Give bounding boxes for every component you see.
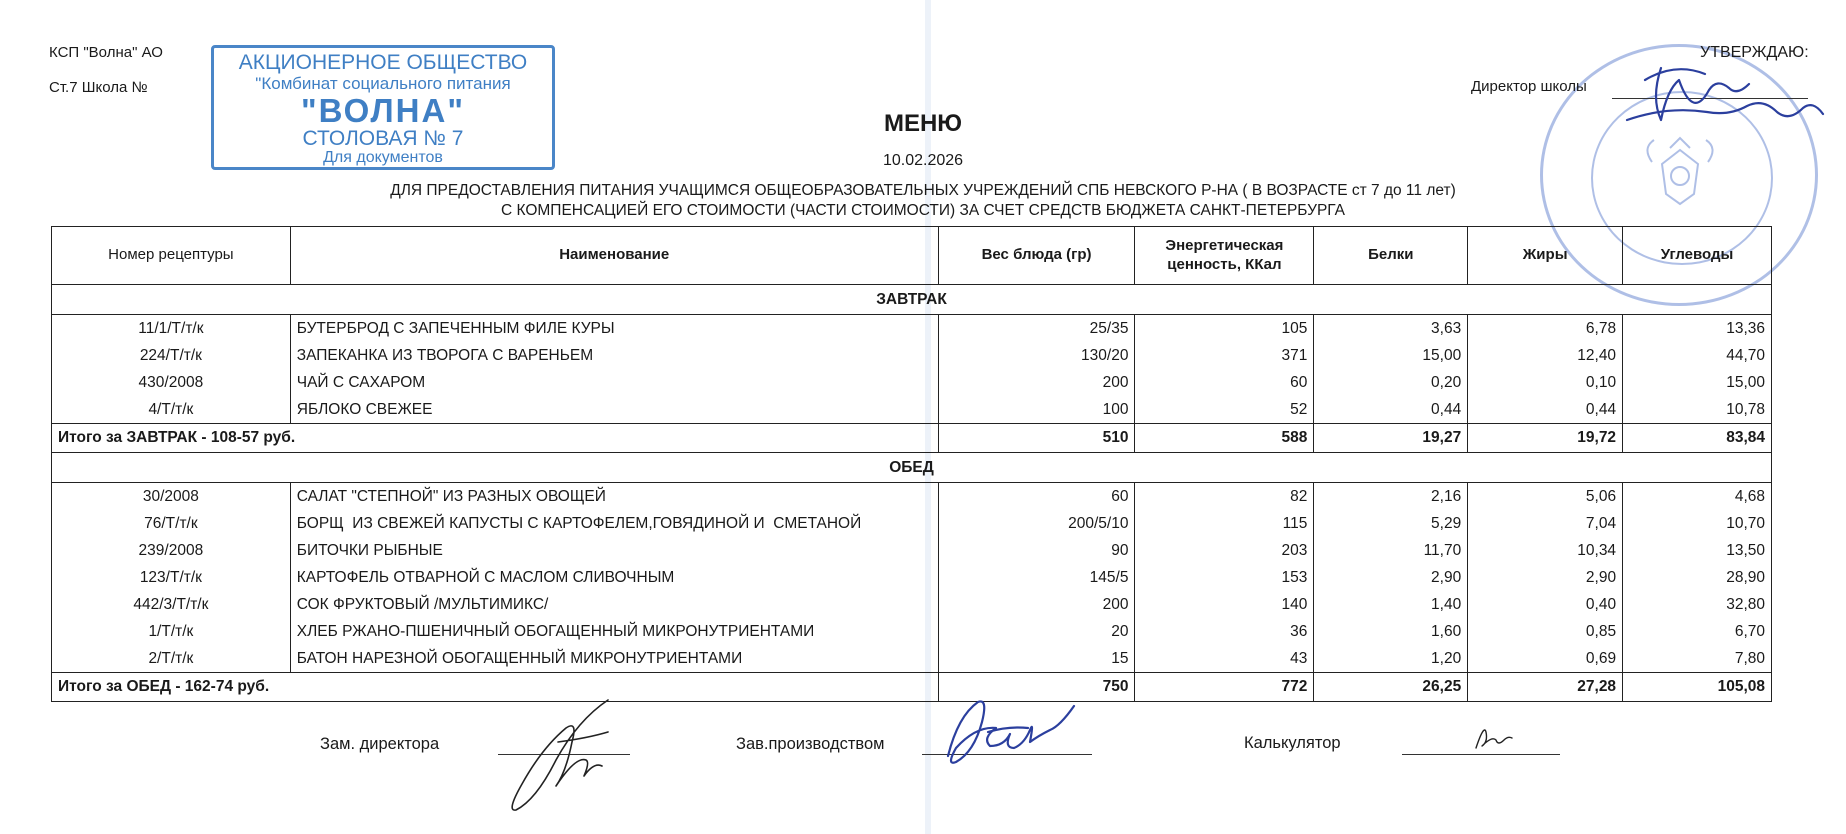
col-fat-header: Жиры [1468,227,1623,285]
dish-weight: 200 [938,369,1135,396]
dish-name: САЛАТ "СТЕПНОЙ" ИЗ РАЗНЫХ ОВОЩЕЙ [290,483,938,511]
dish-fat: 7,04 [1468,510,1623,537]
table-header-row [52,227,1772,285]
org-name: КСП "Волна" АО [49,44,163,61]
dish-protein: 1,40 [1314,591,1468,618]
col-name-header: Наименование [290,227,938,285]
dish-energy: 371 [1135,342,1314,369]
dish-fat: 0,40 [1468,591,1623,618]
dish-protein: 5,29 [1314,510,1468,537]
stamp-line-4: СТОЛОВАЯ № 7 [302,127,464,150]
recipe-code: 4/Т/т/к [52,396,291,424]
table-row [52,342,1772,369]
table-row [52,369,1772,396]
dish-name: БИТОЧКИ РЫБНЫЕ [290,537,938,564]
production-signature [928,692,1098,770]
dish-name: ЗАПЕКАНКА ИЗ ТВОРОГА С ВАРЕНЬЕМ [290,342,938,369]
dish-fat: 0,10 [1468,369,1623,396]
table-row [52,645,1772,673]
dish-protein: 0,44 [1314,396,1468,424]
dish-weight: 200/5/10 [938,510,1135,537]
recipe-code: 76/Т/т/к [52,510,291,537]
recipe-code: 30/2008 [52,483,291,511]
stamp-line-3: "ВОЛНА" [301,92,465,129]
deputy-director-label: Зам. директора [320,735,440,753]
dish-weight: 25/35 [938,315,1135,343]
total-protein: 26,25 [1314,673,1468,702]
menu-table [51,226,1772,702]
dish-fat: 12,40 [1468,342,1623,369]
dish-weight: 90 [938,537,1135,564]
stamp-line-2: "Комбинат социального питания [255,74,511,93]
total-carbs: 83,84 [1623,424,1772,453]
dish-fat: 0,85 [1468,618,1623,645]
dish-energy: 105 [1135,315,1314,343]
dish-energy: 203 [1135,537,1314,564]
dish-protein: 3,63 [1314,315,1468,343]
total-fat: 19,72 [1468,424,1623,453]
lunch-total-row [52,673,1772,702]
dish-carbs: 44,70 [1623,342,1772,369]
dish-name: БУТЕРБРОД С ЗАПЕЧЕННЫМ ФИЛЕ КУРЫ [290,315,938,343]
dish-fat: 5,06 [1468,483,1623,511]
table-row [52,510,1772,537]
col-energy-header: Энергетическая ценность, ККал [1135,227,1314,285]
section-title: ЗАВТРАК [52,285,1772,315]
dish-name: КАРТОФЕЛЬ ОТВАРНОЙ С МАСЛОМ СЛИВОЧНЫМ [290,564,938,591]
recipe-code: 1/Т/т/к [52,618,291,645]
dish-carbs: 15,00 [1623,369,1772,396]
production-head-label: Зав.производством [736,735,885,753]
dish-name: СОК ФРУКТОВЫЙ /МУЛЬТИМИКС/ [290,591,938,618]
dish-carbs: 32,80 [1623,591,1772,618]
director-label: Директор школы [1471,78,1587,95]
dish-protein: 11,70 [1314,537,1468,564]
breakfast-total-row [52,424,1772,453]
total-label: Итого за ЗАВТРАК - 108-57 руб. [52,424,939,453]
dish-carbs: 28,90 [1623,564,1772,591]
dish-weight: 60 [938,483,1135,511]
dish-energy: 60 [1135,369,1314,396]
dish-carbs: 13,50 [1623,537,1772,564]
dish-protein: 15,00 [1314,342,1468,369]
table-row [52,537,1772,564]
col-carbs-header: Углеводы [1623,227,1772,285]
dish-carbs: 10,78 [1623,396,1772,424]
calculator-signature-line [1402,754,1560,755]
dish-weight: 100 [938,396,1135,424]
deputy-signature [488,690,648,820]
calculator-label: Калькулятор [1244,734,1341,752]
dish-carbs: 4,68 [1623,483,1772,511]
total-label: Итого за ОБЕД - 162-74 руб. [52,673,939,702]
dish-weight: 15 [938,645,1135,673]
dish-fat: 0,69 [1468,645,1623,673]
dish-carbs: 6,70 [1623,618,1772,645]
stamp-line-1: АКЦИОНЕРНОЕ ОБЩЕСТВО [238,51,528,74]
menu-date: 10.02.2026 [882,152,964,169]
recipe-code: 430/2008 [52,369,291,396]
total-protein: 19,27 [1314,424,1468,453]
total-carbs: 105,08 [1623,673,1772,702]
total-energy: 588 [1135,424,1314,453]
calculator-signature [1470,722,1516,754]
section-lunch [52,453,1772,483]
table-row [52,618,1772,645]
page-title: МЕНЮ [883,110,963,137]
dish-fat: 6,78 [1468,315,1623,343]
dish-carbs: 7,80 [1623,645,1772,673]
dish-energy: 43 [1135,645,1314,673]
dish-protein: 1,60 [1314,618,1468,645]
recipe-code: 123/Т/т/к [52,564,291,591]
total-weight: 750 [938,673,1135,702]
total-energy: 772 [1135,673,1314,702]
recipe-code: 2/Т/т/к [52,645,291,673]
recipe-code: 239/2008 [52,537,291,564]
dish-weight: 20 [938,618,1135,645]
table-row [52,483,1772,511]
table-row [52,564,1772,591]
dish-fat: 10,34 [1468,537,1623,564]
approve-label: УТВЕРЖДАЮ: [1700,44,1809,61]
col-code-header: Номер рецептуры [52,227,291,285]
table-row [52,315,1772,343]
dish-name: ЯБЛОКО СВЕЖЕЕ [290,396,938,424]
col-weight-header: Вес блюда (гр) [938,227,1135,285]
dish-energy: 153 [1135,564,1314,591]
dish-weight: 200 [938,591,1135,618]
section-breakfast [52,285,1772,315]
dish-name: БОРЩ ИЗ СВЕЖЕЙ КАПУСТЫ С КАРТОФЕЛЕМ,ГОВЯДИНОЙ И СМЕТАНОЙ [290,510,938,537]
dish-energy: 115 [1135,510,1314,537]
table-row [52,591,1772,618]
dish-protein: 1,20 [1314,645,1468,673]
dish-energy: 36 [1135,618,1314,645]
recipe-code: 442/3/Т/т/к [52,591,291,618]
subtitle-line-2: С КОМПЕНСАЦИЕЙ ЕГО СТОИМОСТИ (ЧАСТИ СТОИМОСТИ) ЗА СЧЕТ СРЕДСТВ БЮДЖЕТА САНКТ-ПЕТЕРБУРГА [500,202,1346,219]
dish-weight: 130/20 [938,342,1135,369]
stamp-line-5: Для документов [323,149,443,166]
dish-protein: 2,90 [1314,564,1468,591]
dish-energy: 140 [1135,591,1314,618]
dish-protein: 2,16 [1314,483,1468,511]
section-title: ОБЕД [52,453,1772,483]
school-label: Ст.7 Школа № [49,79,148,96]
dish-weight: 145/5 [938,564,1135,591]
dish-energy: 82 [1135,483,1314,511]
total-weight: 510 [938,424,1135,453]
dish-carbs: 10,70 [1623,510,1772,537]
dish-fat: 0,44 [1468,396,1623,424]
recipe-code: 224/Т/т/к [52,342,291,369]
dish-energy: 52 [1135,396,1314,424]
col-protein-header: Белки [1314,227,1468,285]
dish-fat: 2,90 [1468,564,1623,591]
table-row [52,396,1772,424]
dish-name: ЧАЙ С САХАРОМ [290,369,938,396]
subtitle-line-1: ДЛЯ ПРЕДОСТАВЛЕНИЯ ПИТАНИЯ УЧАЩИМСЯ ОБЩЕОБРАЗОВАТЕЛЬНЫХ УЧРЕЖДЕНИЙ СПБ НЕВСКОГО Р-НА ( В ВОЗРАСТЕ ст 7 до 11 лет) [390,182,1456,199]
dish-name: ХЛЕБ РЖАНО-ПШЕНИЧНЫЙ ОБОГАЩЕННЫЙ МИКРОНУТРИЕНТАМИ [290,618,938,645]
dish-name: БАТОН НАРЕЗНОЙ ОБОГАЩЕННЫЙ МИКРОНУТРИЕНТАМИ [290,645,938,673]
dish-protein: 0,20 [1314,369,1468,396]
dish-carbs: 13,36 [1623,315,1772,343]
recipe-code: 11/1/Т/т/к [52,315,291,343]
total-fat: 27,28 [1468,673,1623,702]
